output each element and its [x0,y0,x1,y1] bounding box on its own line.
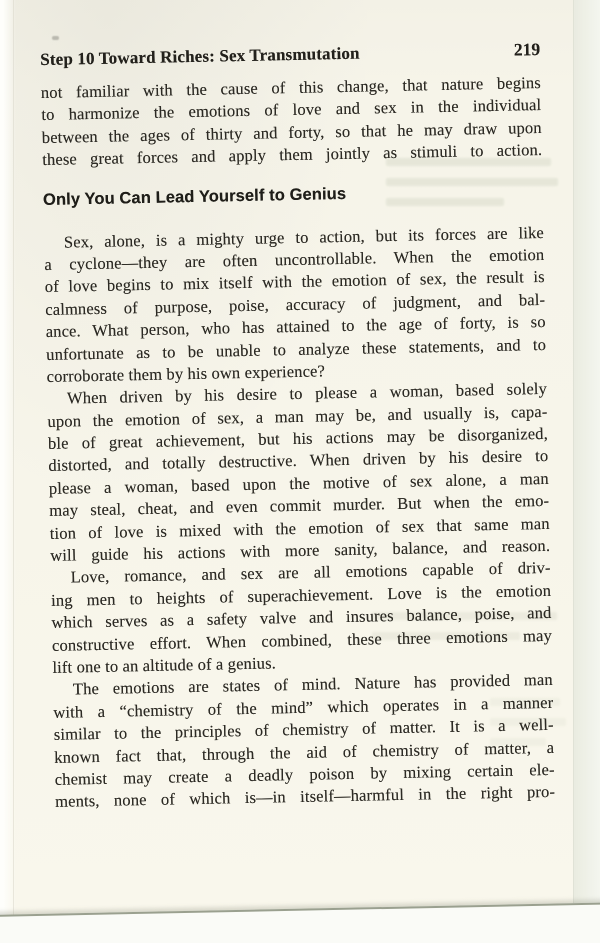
paragraph [53,669,556,813]
text-line: ments, none of which is—in itself—harmful in the right pro- [54,782,556,812]
scan-speck [52,36,59,40]
text-line: The emotions are states of mind. Nature has provided man [72,670,554,699]
page-number: 219 [513,38,541,60]
paragraph [50,557,552,679]
text-line: may steal, cheat, and even commit murder. But when the emo- [49,491,550,521]
text-line: Sex, alone, is a mighty urge to action, but its forces are like [63,222,545,252]
text-line: constructive effort. When combined, these three emotions may [51,625,553,655]
text-line: lift one to an altitude of a genius. [52,653,277,677]
paragraph [44,222,547,389]
text-line: ing men to heights of superachievement. Love is the emotion [50,580,552,610]
text-line: chemist may create a deadly poison by mixing certain ele- [54,759,555,789]
text-line: distorted, and totally destructive. When driven by his desire to [48,446,549,476]
text-line: between the ages of thirty and forty, so that he may draw upon [41,117,542,147]
text-line: please a woman, based upon the motive of sex alone, a man [48,468,549,498]
chapter-running-title: Step 10 Toward Riches: Sex Transmutation [40,43,360,70]
intro-paragraphs [41,72,543,172]
text-line: known fact that, through the aid of chemistry of matter, a [54,737,555,767]
text-line: upon the emotion of sex, a man may be, and usually is, capa- [47,401,548,431]
text-line: When driven by his desire to please a woman, based solely [66,379,548,408]
text-line: of love begins to mix itself with the emotion of sex, the result is [44,267,545,297]
page-left-seam [13,0,14,916]
text-line: a cyclone—they are often uncontrollable. When the emotion [44,244,545,274]
paragraph [41,72,543,172]
text-line: to harmonize the emotions of love and sex in the individual [41,95,542,125]
text-line: unfortunate as to be unable to analyze these statements, and to [45,334,547,364]
body-paragraphs [44,222,556,814]
text-line: Love, romance, and sex are all emotions capable of driv- [70,558,551,587]
paragraph [47,378,550,567]
text-line: ance. What person, who has attained to the age of forty, is so [45,312,546,342]
text-line: with a “chemistry of the mind” which operates in a manner [53,692,554,722]
text-line: which serves as a safety valve and insures balance, poise, and [51,603,552,633]
page-right-edge [573,0,600,918]
text-line: similar to the principles of chemistry of matter. It is a well- [53,715,554,745]
text-line: not familiar with the cause of this change, that nature begins [40,72,542,103]
text-line: these great forces and apply them jointly as stimuli to action. [42,140,543,170]
section-heading: Only You Can Lead Yourself to Genius [42,184,347,209]
text-line: calmness of purpose, poise, accuracy of judgment, and bal- [45,289,546,319]
text-line: tion of love is mixed with the emotion of sex that same man [49,513,550,543]
text-line: corroborate them by his own experience? [46,361,326,386]
running-header [40,39,540,70]
page-text-block [40,39,555,814]
text-line: will guide his actions with more sanity, balance, and reason. [50,535,551,565]
text-line: ble of great achievement, but his actions may be disorganized, [47,423,549,454]
